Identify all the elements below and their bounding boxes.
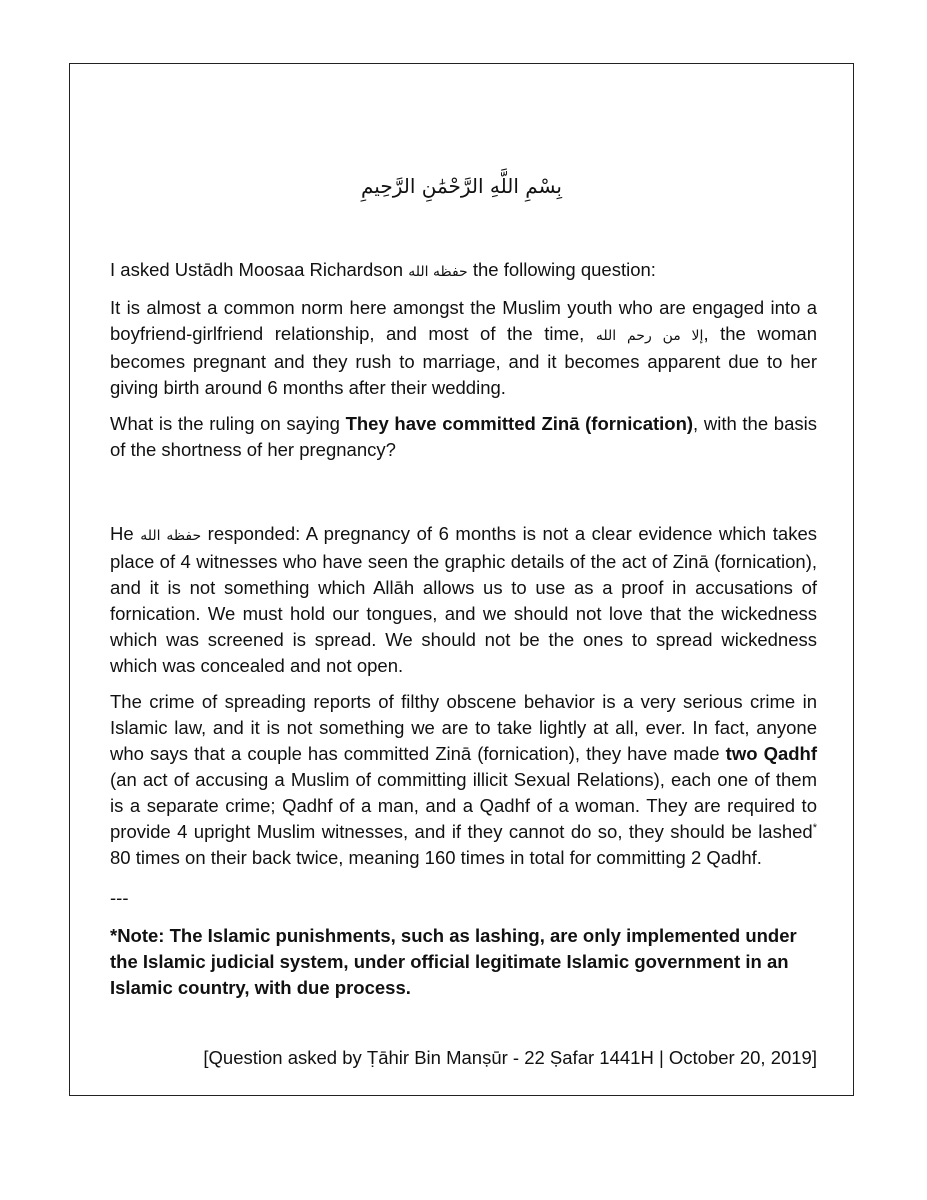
footnote-note: *Note: The Islamic punishments, such as lashing, are only implemented under the Islamic judicial system, under official legitimate Islamic government in an Islamic country, with due process.	[110, 925, 797, 998]
answer-bold-phrase: two Qadhf	[725, 743, 818, 764]
question-paragraph-1: It is almost a common norm here amongst the Muslim youth who are engaged into a boyfriend-girlfriend relationship, and most of the time, إلا من رحم الله, the woman becomes pregnant and they rush to marriage, and it becomes apparent due to her giving birth around 6 months after their wedding.	[110, 297, 817, 398]
exception-phrase-arabic: إلا من رحم الله	[595, 328, 704, 344]
answer-paragraph-1: He حفظه الله responded: A pregnancy of 6 months is not a clear evidence which takes place of 4 witnesses who have seen the graphic details of the act of Zinā (fornication), and it is not something which Allāh allows us to use as a proof in accusations of fornication. We must hold our tongues, and we should not love that the wickedness which was screened is spread. We should not be the ones to spread wickedness which was concealed and not open.	[110, 523, 817, 676]
question-paragraph-2: What is the ruling on saying They have committed Zinā (fornication), with the basis of the shortness of her pregnancy?	[110, 413, 817, 460]
honorific-arabic-2: حفظه الله	[140, 528, 202, 544]
honorific-arabic: حفظه الله	[408, 264, 468, 280]
attribution-line: [Question asked by Ṭāhir Bin Manṣūr - 22 Ṣafar 1441H | October 20, 2019]	[203, 1047, 817, 1068]
document-frame	[69, 63, 854, 1096]
section-spacer	[110, 473, 817, 521]
question-bold-phrase: They have committed Zinā (fornication)	[345, 413, 694, 434]
answer-paragraph-2: The crime of spreading reports of filthy obscene behavior is a very serious crime in Islamic law, and it is not something we are to take lightly at all, ever. In fact, anyone who says that a couple has committed Zinā (fornication), they have made two Qadhf (an act of accusing a Muslim of committing illicit Sexual Relations), each one of them is a separate crime; Qadhf of a man, and a Qadhf of a woman. They are required to provide 4 upright Muslim witnesses, and if they cannot do so, they should be lashed* 80 times on their back twice, meaning 160 times in total for committing 2 Qadhf.	[110, 691, 818, 868]
document-body	[110, 187, 817, 1011]
footnote-mark: *	[812, 821, 817, 834]
basmala-heading: بِسْمِ اللَّهِ الرَّحْمَٰنِ الرَّحِيمِ	[360, 174, 562, 198]
separator: ---	[110, 887, 129, 908]
question-intro: I asked Ustādh Moosaa Richardson حفظه الله the following question:	[110, 259, 656, 280]
